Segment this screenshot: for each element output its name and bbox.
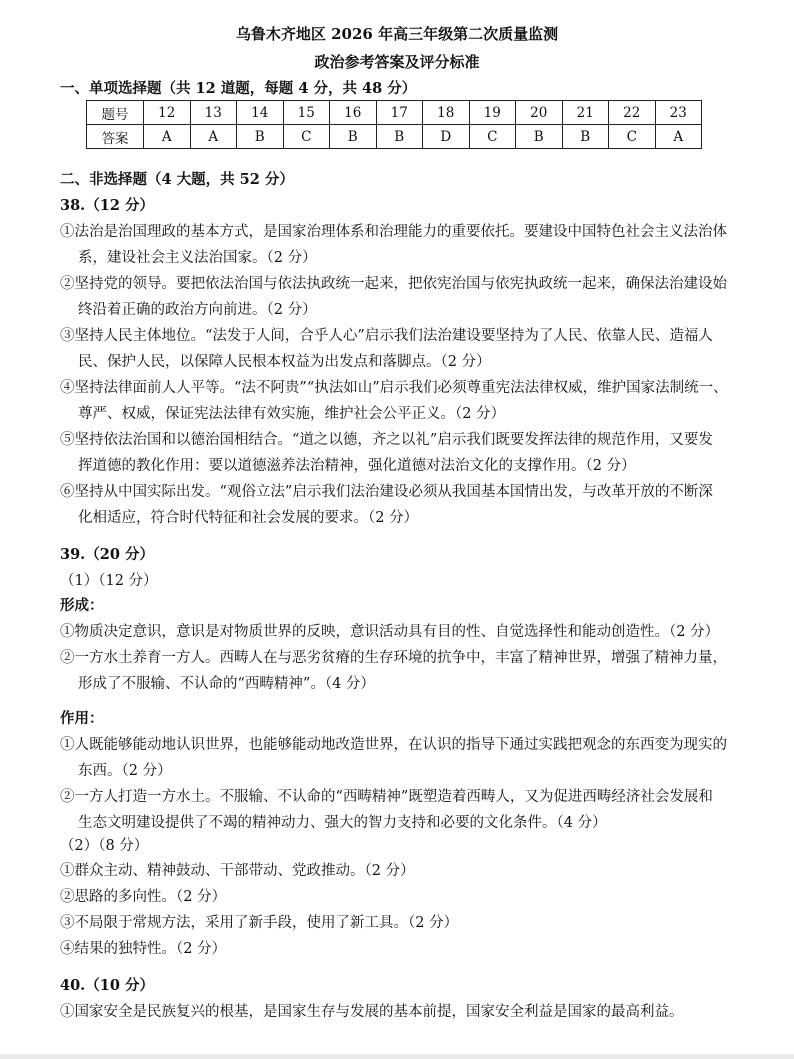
q39-formation-line: ①物质决定意识，意识是对物质世界的反映，意识活动具有目的性、自觉选择性和能动创造性。（2 分）	[60, 624, 720, 640]
question-number: 16	[330, 101, 377, 125]
q38-line: ④坚持法律面前人人平等。“法不阿贵”“执法如山”启示我们必须尊重宪法法律权威，维护国家法制统一、	[60, 380, 728, 396]
q39-sub2-line: ①群众主动、精神鼓动、干部带动、党政推动。（2 分）	[60, 863, 415, 879]
answer-row	[87, 125, 702, 149]
q39-formation-label: 形成：	[60, 597, 104, 614]
q39-formation-line: ②一方水土养育一方人。西畴人在与恶劣贫瘠的生存环境的抗争中，丰富了精神世界，增强了精神力量，	[60, 650, 727, 666]
q39-formation-line: 形成了不服输、不认命的“西畴精神”。（4 分）	[78, 676, 375, 692]
question-number: 14	[237, 101, 284, 125]
q39-label: 39.（20 分）	[60, 546, 154, 563]
q40-line: ①国家安全是民族复兴的根基，是国家生存与发展的基本前提，国家安全利益是国家的最高利益。	[60, 1004, 684, 1020]
answer-cell: A	[144, 125, 191, 149]
question-number: 23	[655, 101, 702, 125]
document-subtitle: 政治参考答案及评分标准	[314, 53, 480, 71]
question-number: 13	[190, 101, 237, 125]
answer-cell: C	[283, 125, 330, 149]
q38-line: 化相适应，符合时代特征和社会发展的要求。（2 分）	[78, 510, 419, 526]
row-label-answer: 答案	[87, 125, 144, 149]
q38-line: 尊严、权威，保证宪法法律有效实施，维护社会公平正义。（2 分）	[78, 406, 506, 422]
answer-cell: B	[516, 125, 563, 149]
answer-cell: D	[423, 125, 470, 149]
question-number: 22	[609, 101, 656, 125]
q38-line: ⑥坚持从中国实际出发。“观俗立法”启示我们法治建设必须从我国基本国情出发，与改革开放的不断深	[60, 484, 713, 500]
q38-line: ②坚持党的领导。要把依法治国与依法执政统一起来，把依宪治国与依宪执政统一起来，确保法治建设始	[60, 276, 727, 292]
part2-heading: 二、非选择题（4 大题，共 52 分）	[60, 171, 294, 188]
q38-line: ③坚持人民主体地位。“法发于人间，合乎人心”启示我们法治建设要坚持为了人民、依靠人民、造福人	[60, 328, 713, 344]
answer-cell: B	[237, 125, 284, 149]
page-bottom-edge	[0, 1054, 794, 1059]
q38-line: 民、保护人民，以保障人民根本权益为出发点和落脚点。（2 分）	[78, 354, 491, 370]
question-number: 21	[562, 101, 609, 125]
question-number: 15	[283, 101, 330, 125]
answer-cell: B	[562, 125, 609, 149]
question-number: 17	[376, 101, 423, 125]
answer-cell: A	[190, 125, 237, 149]
question-number: 20	[516, 101, 563, 125]
question-number: 19	[469, 101, 516, 125]
q39-effect-line: 东西。（2 分）	[78, 763, 172, 779]
q40-label: 40.（10 分）	[60, 977, 154, 994]
answer-cell: A	[655, 125, 702, 149]
q39-effect-line: ②一方人打造一方水土。不服输、不认命的“西畴精神”既塑造着西畴人，又为促进西畴经济社会发展和	[60, 789, 713, 805]
q39-sub2-line: ②思路的多向性。（2 分）	[60, 889, 227, 905]
answer-cell: C	[469, 125, 516, 149]
q38-label: 38.（12 分）	[60, 197, 154, 214]
q39-sub2-label: （2）（8 分）	[60, 838, 149, 854]
q38-line: 挥道德的教化作用：要以道德滋养法治精神，强化道德对法治文化的支撑作用。（2 分）	[78, 458, 636, 474]
answer-cell: B	[376, 125, 423, 149]
question-number-row	[87, 101, 702, 125]
question-number: 18	[423, 101, 470, 125]
question-number: 12	[144, 101, 191, 125]
q38-line: 系，建设社会主义法治国家。（2 分）	[78, 250, 317, 266]
q38-line: ⑤坚持依法治国和以德治国相结合。“道之以德，齐之以礼”启示我们既要发挥法律的规范作用，又要发	[60, 432, 713, 448]
part1-heading: 一、单项选择题（共 12 道题，每题 4 分，共 48 分）	[60, 80, 417, 97]
answer-cell: C	[609, 125, 656, 149]
q39-sub1-label: （1）（12 分）	[60, 573, 158, 589]
document-title: 乌鲁木齐地区 2026 年高三年级第二次质量监测	[235, 25, 559, 43]
q39-effect-line: 生态文明建设提供了不竭的精神动力、强大的智力支持和必要的文化条件。（4 分）	[78, 815, 607, 831]
q38-line: 终沿着正确的政治方向前进。（2 分）	[78, 302, 317, 318]
answer-cell: B	[330, 125, 377, 149]
q39-sub2-line: ④结果的独特性。（2 分）	[60, 941, 227, 957]
q39-effect-line: ①人既能够能动地认识世界，也能够能动地改造世界，在认识的指导下通过实践把观念的东西变为现实的	[60, 737, 727, 753]
q38-line: ①法治是治国理政的基本方式，是国家治理体系和治理能力的重要依托。要建设中国特色社会主义法治体	[60, 224, 727, 240]
row-label-number: 题号	[87, 101, 144, 125]
answer-table	[86, 100, 702, 149]
q39-sub2-line: ③不局限于常规方法，采用了新手段，使用了新工具。（2 分）	[60, 915, 459, 931]
q39-effect-label: 作用：	[60, 710, 104, 727]
